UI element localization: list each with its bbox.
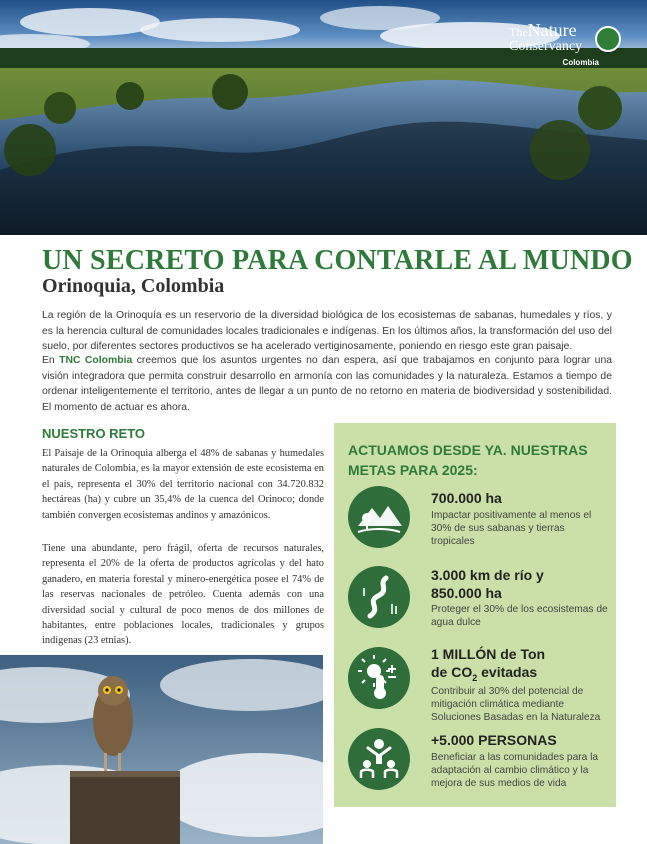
intro-paragraph-2: En TNC Colombia creemos que los asuntos urgentes no dan espera, así que trabajamos en conjunto para lograr una visión integradora que permita construir desarrollo en armonía con las comunidades y la naturaleza. Estamos a tiempo de ordenar inteligentemente el territorio, antes de llegar a un punto de no retorno en materia de biodiversidad y sostenibilidad. El momento de actuar es ahora.: [42, 355, 613, 413]
goal-4-headline: +5.000 PERSONAS: [431, 732, 557, 748]
hero-landscape-image: [0, 0, 647, 235]
goals-title: ACTUAMOS DESDE YA. NUESTRAS METAS PARA 2025:: [348, 442, 588, 478]
reto-section-title: NUESTRO RETO: [42, 426, 146, 441]
page-subtitle: Orinoquia, Colombia: [42, 275, 225, 297]
goals-box: [334, 423, 616, 807]
tnc-colombia-label: TNC Colombia: [59, 355, 133, 366]
logo-line-2: Conservancy: [509, 39, 583, 54]
goal-3-description: Contribuir al 30% del potencial de mitigación climática mediante Soluciones Basadas en la Naturaleza: [431, 686, 601, 723]
goal-1-headline: 700.000 ha: [431, 490, 502, 506]
page-title: UN SECRETO PARA CONTARLE AL MUNDO: [42, 245, 633, 276]
goal-1-description: Impactar positivamente al menos el 30% de sus sabanas y tierras tropicales: [431, 510, 592, 547]
owl-photo: [0, 655, 323, 844]
people-icon: [348, 728, 410, 790]
logo-country: Colombia: [562, 58, 599, 67]
goal-4-description: Beneficiar a las comunidades para la adaptación al cambio climático y la mejora de sus medios de vida: [431, 752, 599, 789]
goal-3-headline: 1 MILLÓN de Ton de $CO_2$ evitadas: [431, 646, 546, 683]
reto-paragraph-1: El Paisaje de la Orinoquia alberga el 48% de sabanas y humedales naturales de Colombia, es la mayor extensión de este ecosistema en el país, representa el 30% del territorio nacional con 34.720.832 hectáreas (ha) y cubre un 35,4% de la cuenca del Orinoco; donde también convergen ecosistemas andinos y amazónicos.: [42, 448, 324, 521]
goal-2-description: Proteger el 30% de los ecosistemas de agua dulce: [431, 604, 608, 628]
tnc-logo[interactable]: [509, 22, 621, 72]
savanna-icon: [348, 486, 410, 548]
oak-leaf-icon: [595, 26, 621, 52]
river-icon: [348, 566, 410, 628]
reto-paragraph-2: Tiene una abundante, pero frágil, oferta de recursos naturales, representa el 20% de la oferta de productos agrícolas y del hato ganadero, en materia forestal y minero-energética posee el 74% de las reservas nacionales de petróleo. Cuenta además con una diversidad social y cultural de poco menos de dos millones de habitantes, entre poblaciones locales, tradicionales y grupos indígenas (23 etnias).: [42, 543, 324, 647]
goal-2-headline: 3.000 km de río y 850.000 ha: [431, 567, 544, 601]
intro-paragraph-1: La región de la Orinoquía es un reservorio de la diversidad biológica de los ecosistemas de sabanas, humedales y ríos, y es la herencia cultural de comunidades locales tradicionales e indígenas. En los últimos años, la transformación del uso del suelo, por diferentes sectores productivos se ha acelerado vertiginosamente, poniendo en riesgo este gran paisaje.: [42, 310, 612, 353]
logo-line-1: TheNature: [509, 20, 577, 40]
climate-thermometer-icon: [348, 647, 410, 709]
